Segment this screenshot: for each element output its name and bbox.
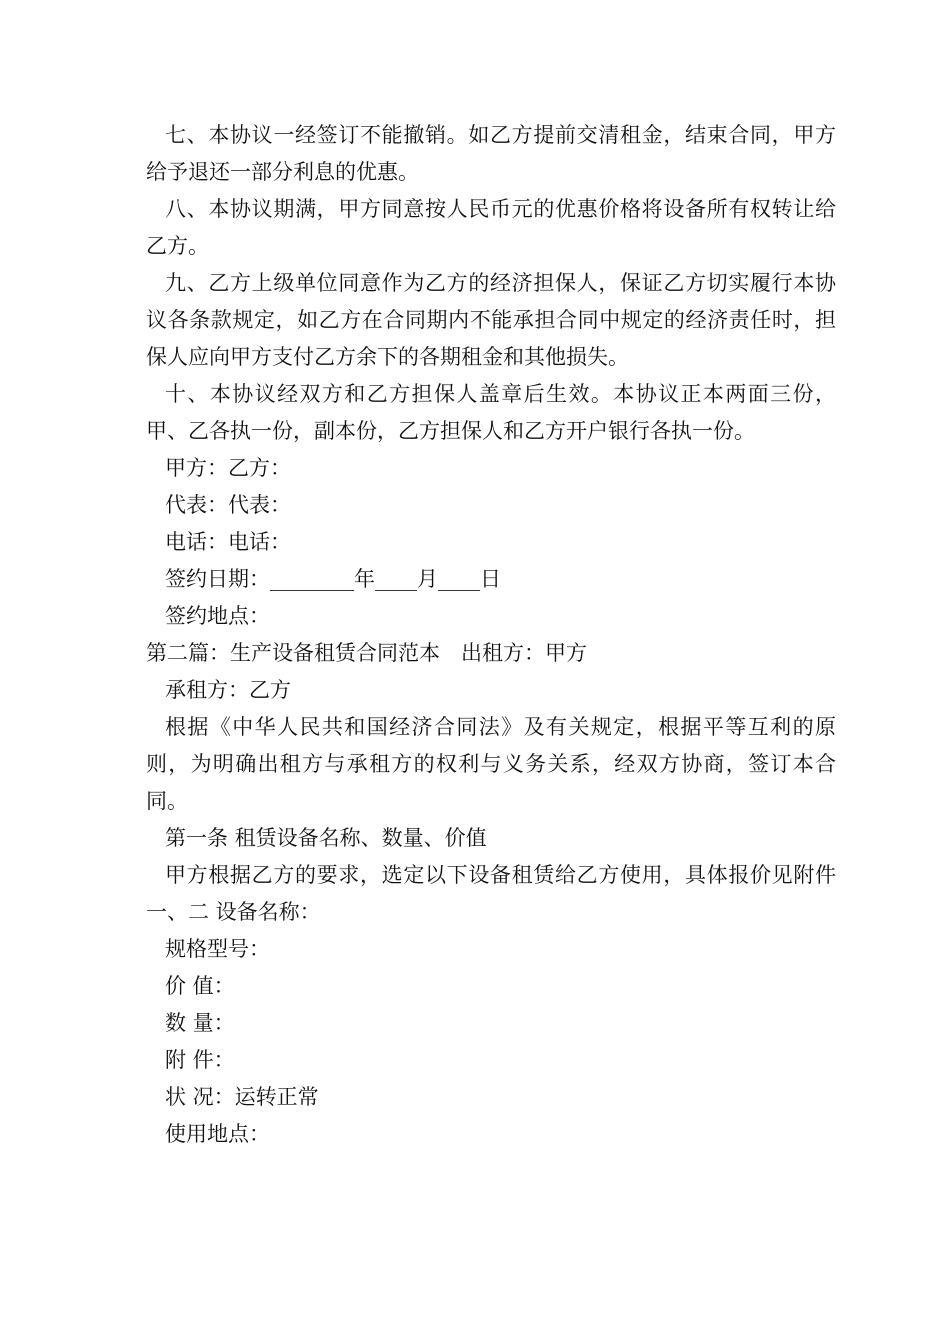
preamble-paragraph: 根据《中华人民共和国经济合同法》及有关规定，根据平等互利的原则，为明确出租方与承租方的权利与义务关系，经双方协商，签订本合同。 [146, 715, 836, 813]
section-two-heading: 第二篇：生产设备租赁合同范本 出租方：甲方 [146, 641, 587, 665]
usage-location-line: 使用地点： [165, 1122, 270, 1146]
signature-representative-line: 代表：代表： [165, 493, 291, 517]
article-one-body: 甲方根据乙方的要求，选定以下设备租赁给乙方使用，具体报价见附件一、二 设备名称： [146, 863, 836, 924]
value-line: 价 值： [165, 974, 235, 998]
accessories-line: 附 件： [165, 1048, 235, 1072]
document-body [146, 117, 836, 1153]
signature-phone-line: 电话：电话： [165, 530, 291, 554]
clause-nine: 九、乙方上级单位同意作为乙方的经济担保人，保证乙方切实履行本协议各条款规定，如乙方在合同期内不能承担合同中规定的经济责任时，担保人应向甲方支付乙方余下的各期租金和其他损失。 [146, 271, 836, 369]
signing-date-line: 签约日期：________年____月____日 [165, 567, 501, 591]
signing-place-line: 签约地点： [165, 604, 270, 628]
signature-party-line: 甲方：乙方： [165, 456, 291, 480]
article-one-heading: 第一条 租赁设备名称、数量、价值 [165, 826, 487, 850]
quantity-line: 数 量： [165, 1011, 235, 1035]
spec-model-line: 规格型号： [165, 937, 270, 961]
clause-ten: 十、本协议经双方和乙方担保人盖章后生效。本协议正本两面三份，甲、乙各执一份，副本份，乙方担保人和乙方开户银行各执一份。 [146, 382, 836, 443]
clause-eight: 八、本协议期满，甲方同意按人民币元的优惠价格将设备所有权转让给乙方。 [146, 197, 836, 258]
condition-line: 状 况：运转正常 [165, 1085, 319, 1109]
lessee-line: 承租方：乙方 [165, 678, 291, 702]
clause-seven: 七、本协议一经签订不能撤销。如乙方提前交清租金，结束合同，甲方给予退还一部分利息的优惠。 [146, 123, 836, 184]
